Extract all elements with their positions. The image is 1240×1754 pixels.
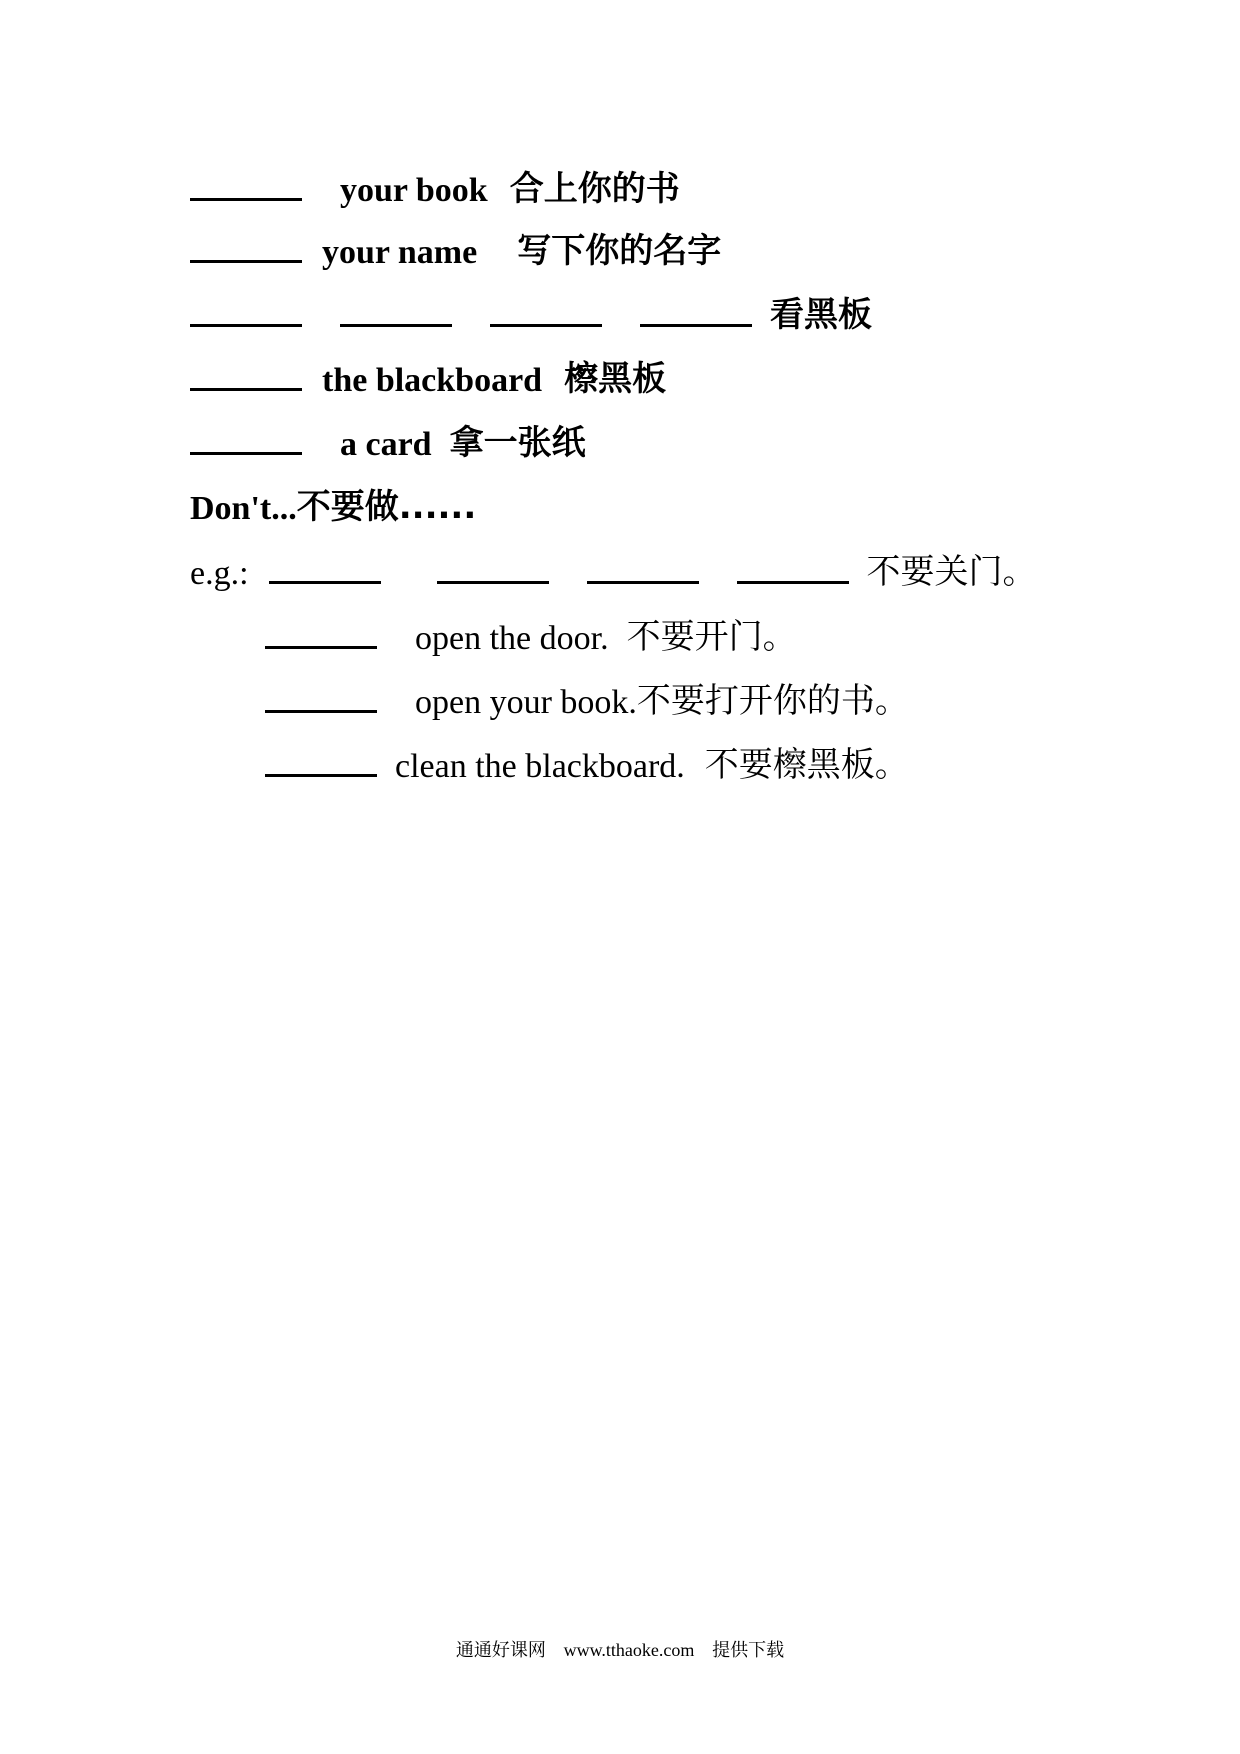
- answer-blank[interactable]: [737, 581, 849, 584]
- answer-blank[interactable]: [190, 198, 302, 201]
- answer-blank[interactable]: [587, 581, 699, 584]
- exercise-line-3: [190, 286, 872, 336]
- phrase-en: the blackboard: [322, 362, 543, 399]
- footer-suffix: 提供下载: [712, 1640, 785, 1661]
- answer-blank[interactable]: [490, 324, 602, 327]
- answer-blank[interactable]: [190, 324, 302, 327]
- answer-blank[interactable]: [265, 646, 377, 649]
- phrase-cn: 檫黑板: [564, 359, 667, 399]
- answer-blank[interactable]: [190, 452, 302, 455]
- answer-blank[interactable]: [190, 260, 302, 263]
- phrase-cn: 看黑板: [770, 295, 872, 335]
- answer-blank[interactable]: [265, 710, 377, 713]
- example-line: [190, 543, 1037, 593]
- example-label: e.g.:: [190, 555, 249, 592]
- heading-cn: 不要做......: [296, 487, 477, 527]
- phrase-en: your name: [322, 234, 478, 271]
- sub-line-1: [265, 608, 797, 658]
- phrase-cn: 写下你的名字: [517, 231, 722, 271]
- phrase-cn: 不要檫黑板。: [704, 745, 909, 785]
- sub-line-2: [265, 672, 909, 722]
- phrase-cn: 合上你的书: [509, 169, 680, 209]
- exercise-line-5: [190, 414, 586, 464]
- footer-url[interactable]: www.tthaoke.com: [563, 1640, 695, 1660]
- answer-blank[interactable]: [269, 581, 381, 584]
- footer-site-name: 通通好课网: [455, 1640, 546, 1661]
- phrase-en: a card: [340, 426, 432, 463]
- exercise-line-2: [190, 222, 721, 272]
- answer-blank[interactable]: [190, 388, 302, 391]
- phrase-cn: 不要开门。: [626, 617, 797, 657]
- answer-blank[interactable]: [265, 774, 377, 777]
- page-footer: [0, 1636, 1240, 1662]
- phrase-cn: 不要打开你的书。: [636, 681, 909, 721]
- phrase-en: your book: [340, 172, 488, 209]
- sub-line-3: [265, 736, 909, 786]
- dont-heading: [190, 478, 476, 528]
- answer-blank[interactable]: [437, 581, 549, 584]
- phrase-cn: 拿一张纸: [449, 423, 586, 463]
- phrase-en: clean the blackboard.: [395, 748, 685, 785]
- phrase-en: open your book.: [415, 684, 637, 721]
- phrase-en: open the door.: [415, 620, 609, 657]
- example-cn: 不要关门。: [866, 552, 1037, 592]
- answer-blank[interactable]: [640, 324, 752, 327]
- heading-en: Don't...: [190, 490, 297, 527]
- exercise-line-4: [190, 350, 666, 400]
- answer-blank[interactable]: [340, 324, 452, 327]
- exercise-line-1: [190, 160, 680, 210]
